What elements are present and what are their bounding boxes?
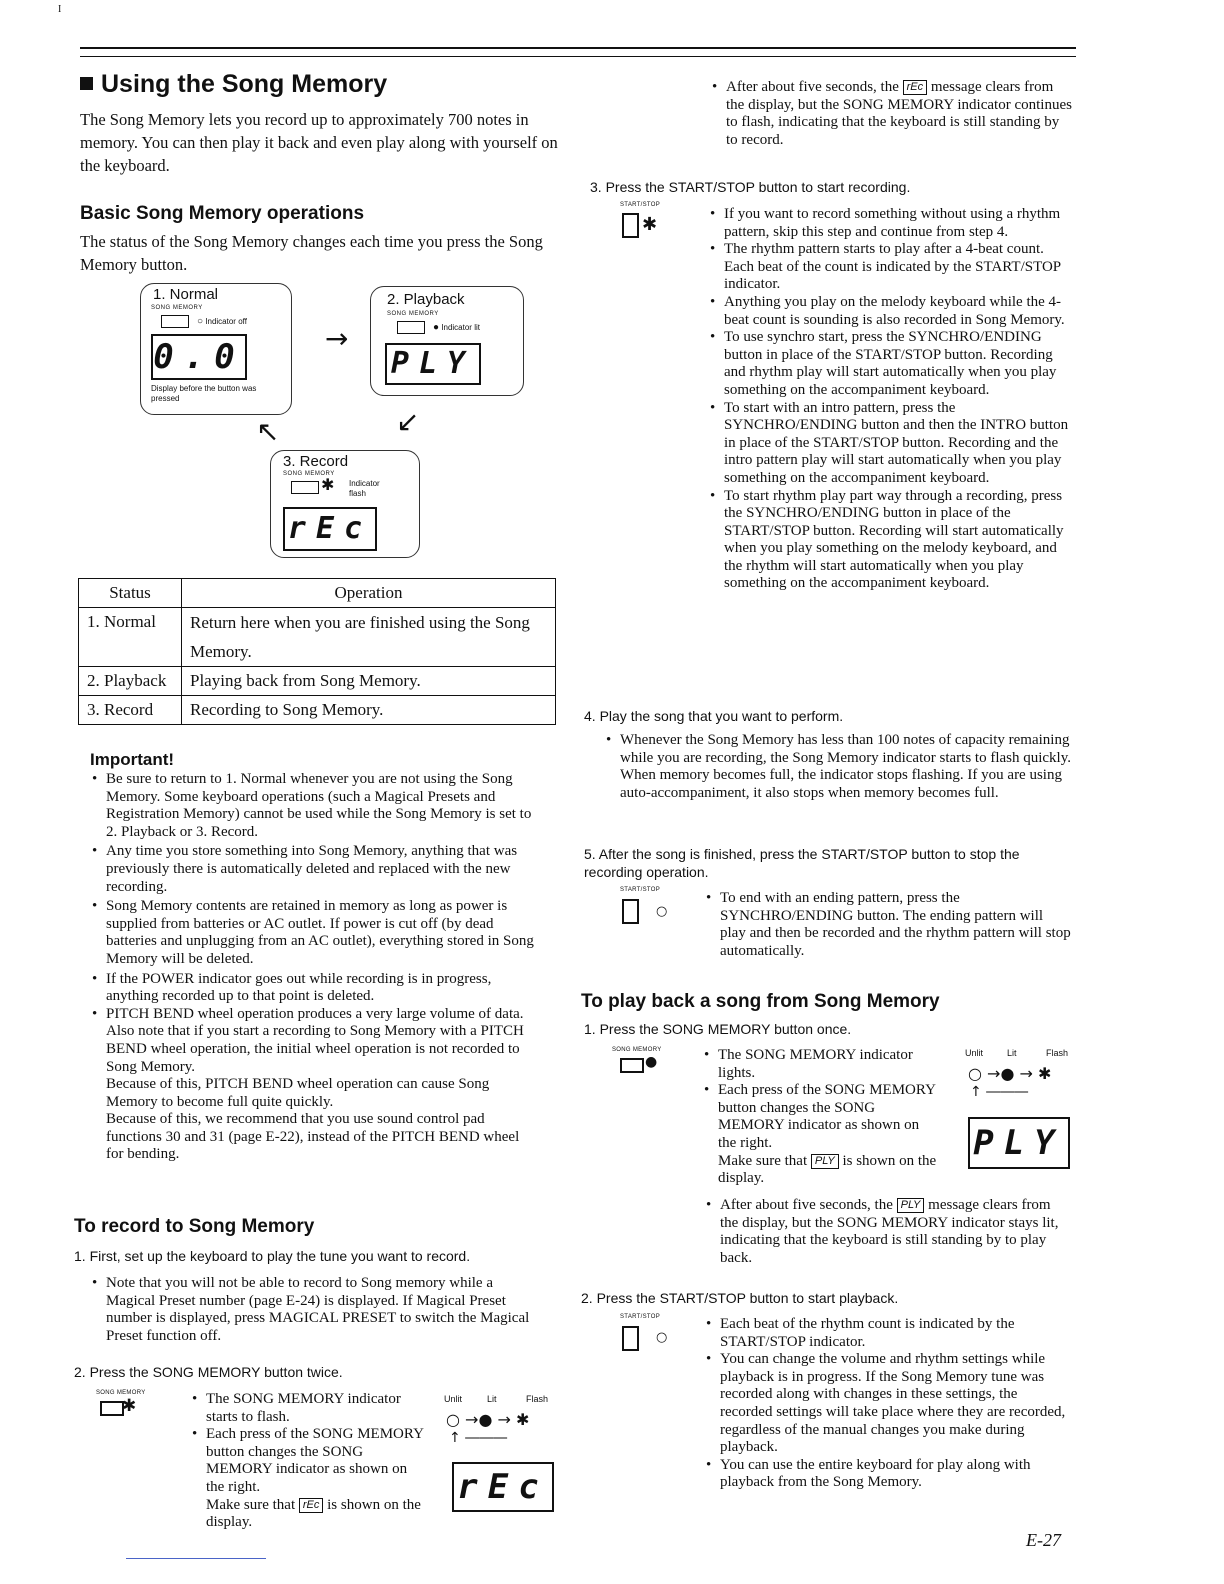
list-item: • You can change the volume and rhythm settings while playback is in progress. If the Song Memory tune was recorded along with changes in these settings, the recorded settings will take place where they are recorded, regardless of the manual changes you make during playback. [704,1351,1072,1457]
table-cell: Return here when you are finished using the Song Memory. [182,608,556,667]
list-item-text: After about five seconds, the [726,79,899,95]
pitch-bend-paragraph: • PITCH BEND wheel operation produces a very large volume of data. Also note that if you start a recording to Song Memory with a PITCH BEND wheel operation, the initial wheel operation is not recorded to Song Memory. [106,1005,524,1075]
song-memory-button-icon [620,1058,644,1073]
list-item-text: Each press of the SONG MEMORY button changes the SONG MEMORY indicator as shown on the right. [718,1082,936,1151]
table-cell: Recording to Song Memory. [182,696,556,725]
diagram-normal-display: 0.0 [151,334,247,380]
important-title: Important! [90,750,175,769]
list-item: • To use synchro start, press the SYNCHRO/ENDING button in place of the START/STOP button. Recording and rhythm play will start automatically when you play something on the accompaniment keyboard. [708,329,1076,399]
indicator-cycle-icon: ○ →● → ✱ [446,1410,530,1429]
list-item: • Whenever the Song Memory has less than 100 notes of capacity remaining while you are recording, the Song Memory indicator starts to flash quickly. When memory becomes full, the indicator stops flashing. If you are using auto-accompaniment, it also stops when memory becomes full. [604,732,1076,802]
diagram-playback-label: 2. Playback [387,291,465,308]
list-item: • If you want to record something without using a rhythm pattern, skip this step and continue from step 4. [708,206,1076,241]
corner-mark: I [58,4,62,15]
start-stop-btn-label: START/STOP [620,887,661,893]
list-item: • To end with an ending pattern, press the SYNCHRO/ENDING button. The ending pattern will play and then be recorded and the rhythm pattern will stop automatically. [704,890,1072,960]
record-step-1-notes [90,1275,534,1345]
list-item [710,79,1074,149]
table-cell: Playing back from Song Memory. [182,667,556,696]
unlit-indicator-icon: ○ [656,1330,668,1345]
table-cell: 2. Playback [79,667,182,696]
list-item: • Song Memory contents are retained in memory as long as power is supplied from batteries or AC outlet. If power is cut off (by dead batteries and unplugging from an AC outlet), everything stored in Song Memory will be deleted. [90,898,534,968]
list-item-text: message clears from the display, but the SONG MEMORY indicator stays lit, indicating that the keyboard is still standing by to play back. [720,1197,1059,1266]
song-memory-btn-label: SONG MEMORY [612,1047,662,1053]
top-rule [80,47,1076,49]
diagram-normal-box [140,283,292,415]
diagram-record-label: 3. Record [283,453,349,470]
diagram-record-indicator: Indicator flash [349,479,380,498]
record-step-2-notes [190,1391,426,1532]
song-memory-button-icon [161,315,189,328]
record-step-3-notes [708,206,1076,593]
list-item-text: Make sure that [718,1152,808,1169]
start-stop-button-icon [622,899,639,924]
table-header-row [79,579,556,608]
record-step-3: 3. Press the START/STOP button to start recording. [590,179,911,195]
record-step-5-notes [704,890,1072,960]
record-step-5: 5. After the song is finished, press the START/STOP button to stop the recording operation. [584,846,1020,880]
record-step-4: 4. Play the song that you want to perform. [584,708,844,724]
table-cell: 1. Normal [79,608,182,667]
record-section-title: To record to Song Memory [74,1216,315,1237]
arrow-up-left-icon: ↖ [256,415,280,448]
diagram-playback-indicator [433,322,480,333]
record-step-1: 1. First, set up the keyboard to play the tune you want to record. [74,1248,471,1264]
table-cell: 3. Record [79,696,182,725]
list-item: • Be sure to return to 1. Normal whenever you are not using the Song Memory. Some keyboard operations (such a Magical Presets and Registration Memory) cannot be used while the Song Memory is set to 2. Playback or 3. Record. [90,771,534,841]
page-number: E-27 [1026,1530,1061,1550]
list-item: • Note that you will not be able to record to Song memory while a Magical Preset number (page E-24) is displayed. If Magical Preset number is displayed, press MAGICAL PRESET to switch the Magical Preset function off. [90,1275,534,1345]
list-item: • Any time you store something into Song Memory, anything that was previously there is automatically deleted and replaced with the new recording. [90,843,534,896]
important-list [90,771,534,1164]
list-item: • If the POWER indicator goes out while recording is in progress, anything recorded up to that point is deleted. [90,971,534,1006]
right-intro-notes [710,79,1074,149]
table-header: Status [79,579,182,608]
status-table [78,578,556,725]
bottom-rule [126,1558,266,1559]
pitch-bend-paragraph: Because of this, we recommend that you use sound control pad functions 30 and 31 (page E-22), instead of the PITCH BEND wheel for bending. [106,1111,520,1163]
playback-after-notes [704,1197,1072,1267]
start-stop-btn-label: START/STOP [620,1314,661,1320]
unlit-indicator-icon: ○ [656,904,668,919]
playback-step-2-notes [704,1316,1072,1492]
list-item-text: Make sure that [206,1496,296,1513]
list-item-text: After about five seconds, the [720,1197,893,1213]
song-memory-button-icon [397,321,425,334]
pitch-bend-paragraph: Because of this, PITCH BEND wheel operation can cause Song Memory to become full quite quickly. [106,1076,490,1110]
diagram-playback-btn-label: SONG MEMORY [387,311,439,317]
list-item: • Each beat of the rhythm count is indicated by the START/STOP indicator. [704,1316,1072,1351]
playback-step-1-notes [702,1047,938,1188]
list-item: • The SONG MEMORY indicator lights. [702,1047,938,1082]
legend-flash: Flash [526,1394,549,1404]
record-step-4-notes [604,732,1076,802]
start-stop-button-icon [622,213,639,238]
legend-lit: Lit [487,1394,497,1404]
flash-indicator-icon: ✱ [122,1396,137,1416]
diagram-playback-indicator-text: Indicator lit [441,323,480,332]
start-stop-btn-label: START/STOP [620,202,661,208]
basic-ops-title: Basic Song Memory operations [80,203,365,224]
playback-display: PLY [968,1117,1070,1169]
page-heading [80,70,387,99]
lit-indicator-icon: ● [645,1054,658,1070]
list-item: • Anything you play on the melody keyboard while the 4-beat count is sounding is also recorded in Song Memory. [708,294,1076,329]
lcd-inline: PLY [897,1198,925,1213]
basic-ops-text: The status of the Song Memory changes each time you press the Song Memory button. [80,232,543,274]
list-item-text: message clears from the display, but the SONG MEMORY indicator continues to flash, indicating that the keyboard is still standing by to record. [726,79,1072,148]
list-item: • To start with an intro pattern, press the SYNCHRO/ENDING button and then the INTRO button in place of the START/STOP button. Recording and the intro pattern play will start automatically when you play something on the accompaniment keyboard. [708,400,1076,488]
record-display: rEc [452,1462,554,1512]
list-item-text: is shown on the display. [718,1152,937,1187]
legend-unlit: Unlit [444,1394,463,1404]
cycle-return-arrow-icon: ↑ ――― [970,1084,1029,1100]
table-header: Operation [182,579,556,608]
song-memory-btn-label: SONG MEMORY [96,1390,146,1396]
lit-indicator-icon: ● [433,322,440,333]
table-row [79,696,556,725]
diagram-normal-indicator [197,316,247,327]
diagram-record-box [270,450,420,558]
list-item-text: Each press of the SONG MEMORY button changes the SONG MEMORY indicator as shown on the right. [206,1426,424,1495]
song-memory-button-icon [100,1401,124,1416]
list-item: • The rhythm pattern starts to play after a 4-beat count. Each beat of the count is indicated by the START/STOP indicator. [708,241,1076,294]
arrow-down-left-icon: ↙ [396,405,420,438]
playback-step-1: 1. Press the SONG MEMORY button once. [584,1021,852,1037]
diagram-playback-display: PLY [385,343,481,385]
playback-section-title: To play back a song from Song Memory [581,991,940,1012]
lcd-inline: rEc [299,1498,324,1513]
legend-unlit: Unlit [965,1048,984,1058]
diagram-normal-indicator-text: Indicator off [205,317,247,326]
list-item [704,1197,1072,1267]
flash-indicator-icon: ✱ [642,214,658,235]
arrow-right-icon: → [325,322,349,355]
list-item [702,1082,938,1188]
heading-bullet-square [80,77,93,90]
list-item [90,1006,534,1164]
lcd-inline: rEc [903,80,928,95]
playback-step-2: 2. Press the START/STOP button to start playback. [581,1290,899,1306]
table-row [79,667,556,696]
indicator-cycle-icon: ○ →● → ✱ [968,1064,1052,1083]
intro-paragraph: The Song Memory lets you record up to approximately 700 notes in memory. You can then play it back and even play along with yourself on the keyboard. [80,110,558,175]
unlit-indicator-icon: ○ [197,316,204,327]
list-item-text: is shown on the display. [206,1496,421,1531]
page-heading-text: Using the Song Memory [101,70,388,98]
top-rule-thin [80,56,1076,57]
list-item [190,1426,426,1532]
diagram-record-display: rEc [283,507,377,551]
lcd-inline: PLY [811,1154,839,1169]
diagram-playback-box [370,286,524,396]
list-item: • You can use the entire keyboard for play along with playback from the Song Memory. [704,1457,1072,1492]
list-item: • To start rhythm play part way through a recording, press the SYNCHRO/ENDING button in place of the START/STOP button. Recording will start automatically when you play something on the melody keyboard, and the rhythm will start automatically when you play something on the accompaniment keyboard. [708,488,1076,594]
legend-lit: Lit [1007,1048,1017,1058]
song-memory-button-icon [291,481,319,494]
table-row [79,608,556,667]
diagram-normal-caption: Display before the button was pressed [151,384,257,403]
diagram-record-btn-label: SONG MEMORY [283,471,335,477]
cycle-return-arrow-icon: ↑ ――― [449,1430,508,1446]
start-stop-button-icon [622,1326,639,1351]
list-item: • The SONG MEMORY indicator starts to flash. [190,1391,426,1426]
legend-flash: Flash [1046,1048,1069,1058]
flash-indicator-icon: ✱ [321,475,335,494]
diagram-normal-btn-label: SONG MEMORY [151,305,203,311]
record-step-2: 2. Press the SONG MEMORY button twice. [74,1364,343,1380]
diagram-normal-label: 1. Normal [153,286,219,303]
